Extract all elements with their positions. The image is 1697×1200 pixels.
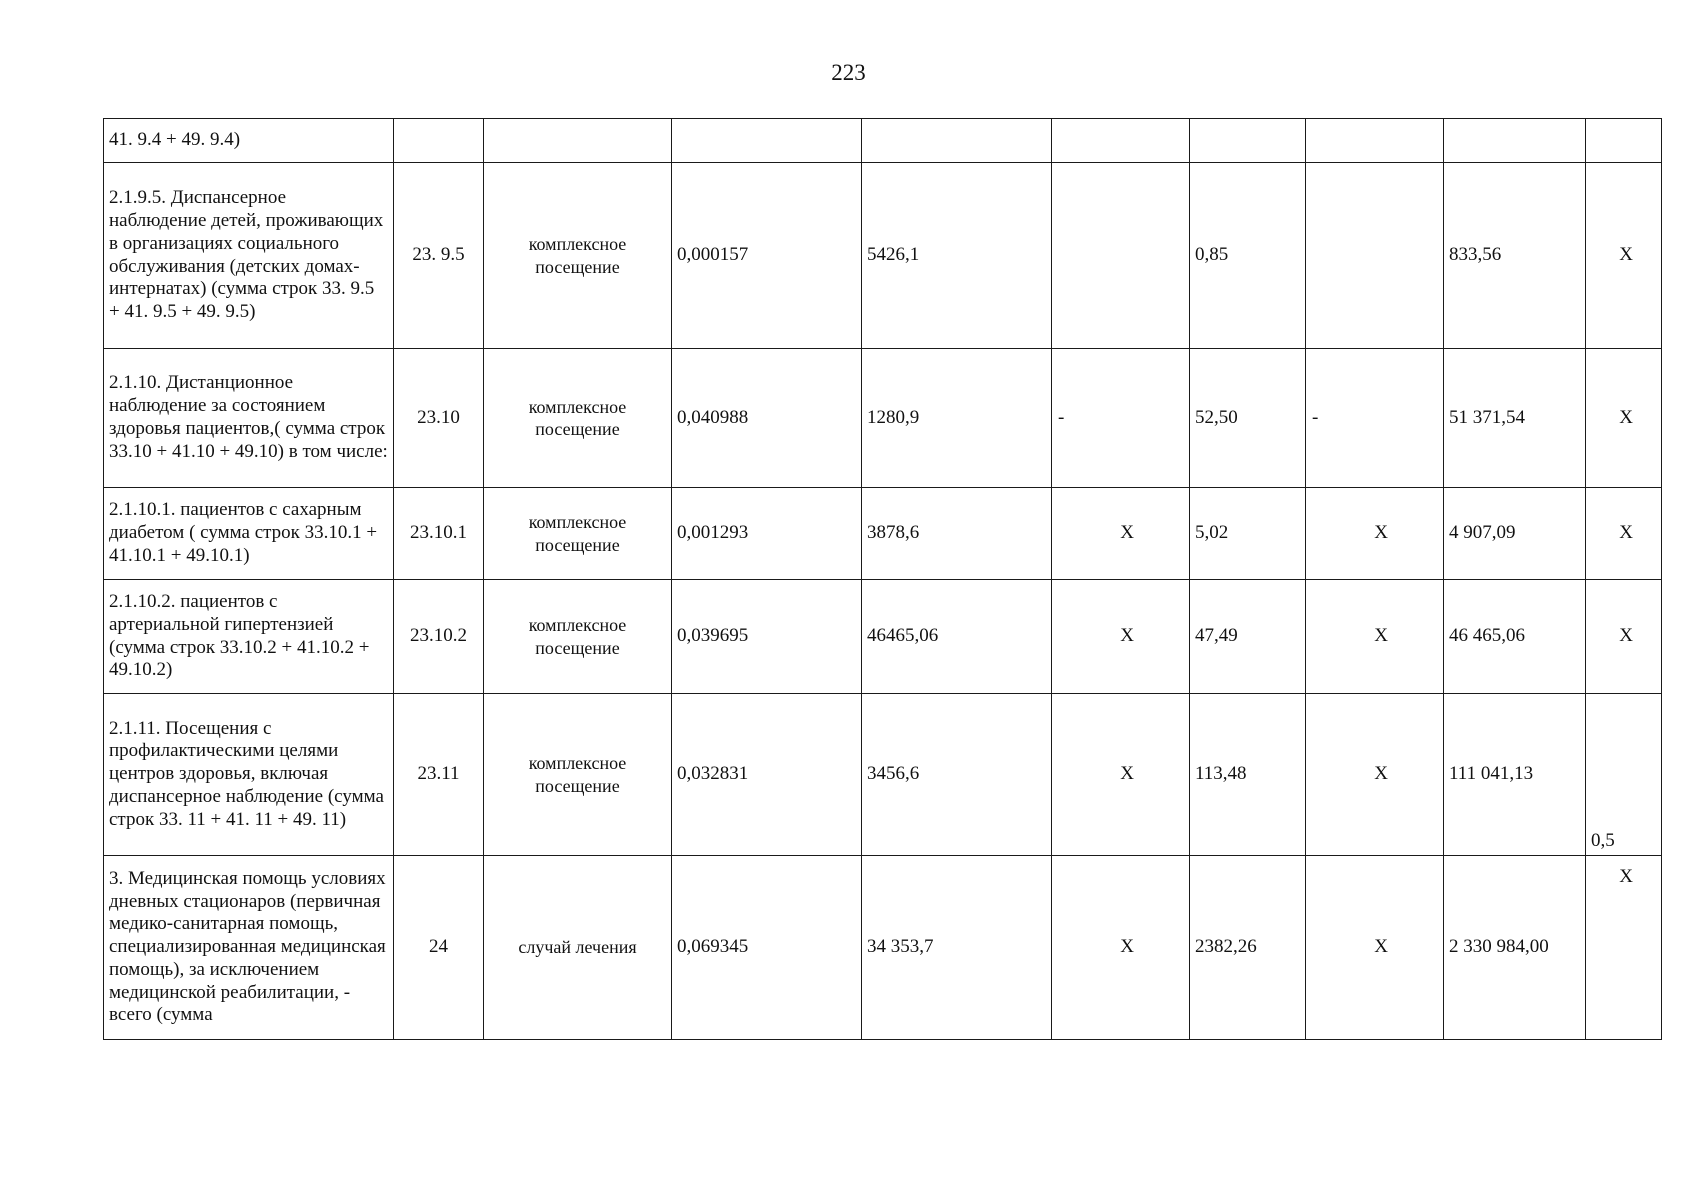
row-c1-cell: 0,040988 (672, 349, 862, 488)
row-unit-cell: комплексное посещение (484, 694, 672, 856)
row-code-cell: 23.10.1 (394, 488, 484, 580)
row-c1-cell (672, 119, 862, 163)
row-c6-cell: 2 330 984,00 (1444, 856, 1586, 1040)
row-c7-cell: Х (1586, 349, 1662, 488)
data-table (103, 118, 1662, 1040)
row-code-cell: 23.10 (394, 349, 484, 488)
row-c5-cell (1306, 163, 1444, 349)
row-unit-cell: случай лечения (484, 856, 672, 1040)
row-c4-cell: 113,48 (1190, 694, 1306, 856)
table-row (104, 694, 1662, 856)
row-unit-cell: комплексное посещение (484, 580, 672, 694)
row-code-cell: 23.10.2 (394, 580, 484, 694)
row-name-cell: 41. 9.4 + 49. 9.4) (104, 119, 394, 163)
row-c2-cell: 1280,9 (862, 349, 1052, 488)
row-name-cell: 3. Медицинская помощь условиях дневных стационаров (первичная медико-санитарная помощь, специализированная медицинская помощь), за исключением медицинской реабилитации, - всего (сумма (104, 856, 394, 1040)
row-c7-cell: Х (1586, 488, 1662, 580)
row-c3-cell: Х (1052, 694, 1190, 856)
table-row (104, 163, 1662, 349)
row-c2-cell (862, 119, 1052, 163)
row-unit-cell: комплексное посещение (484, 349, 672, 488)
row-c2-cell: 3878,6 (862, 488, 1052, 580)
table-row (104, 580, 1662, 694)
row-c6-cell: 111 041,13 (1444, 694, 1586, 856)
table-row (104, 119, 1662, 163)
row-c5-cell: Х (1306, 488, 1444, 580)
row-c5-cell: - (1306, 349, 1444, 488)
row-c5-cell: Х (1306, 856, 1444, 1040)
row-c4-cell: 52,50 (1190, 349, 1306, 488)
row-c7-cell: Х (1586, 163, 1662, 349)
row-c1-cell: 0,001293 (672, 488, 862, 580)
row-c2-cell: 46465,06 (862, 580, 1052, 694)
row-c3-cell: Х (1052, 580, 1190, 694)
row-c7-cell: Х (1586, 580, 1662, 694)
row-c5-cell: Х (1306, 694, 1444, 856)
row-unit-cell (484, 119, 672, 163)
table-row (104, 349, 1662, 488)
row-c6-cell (1444, 119, 1586, 163)
row-c7-cell (1586, 119, 1662, 163)
row-c4-cell: 5,02 (1190, 488, 1306, 580)
page-number: 223 (831, 60, 866, 85)
row-c7-cell: 0,5 (1586, 694, 1662, 856)
row-c4-cell: 2382,26 (1190, 856, 1306, 1040)
row-c3-cell: Х (1052, 488, 1190, 580)
row-c4-cell (1190, 119, 1306, 163)
row-c6-cell: 46 465,06 (1444, 580, 1586, 694)
row-c2-cell: 3456,6 (862, 694, 1052, 856)
row-c2-cell: 5426,1 (862, 163, 1052, 349)
row-c7-cell: Х (1586, 856, 1662, 1040)
row-c3-cell: Х (1052, 856, 1190, 1040)
row-unit-cell: комплексное посещение (484, 163, 672, 349)
row-c5-cell: Х (1306, 580, 1444, 694)
row-c2-cell: 34 353,7 (862, 856, 1052, 1040)
row-c4-cell: 47,49 (1190, 580, 1306, 694)
row-name-cell: 2.1.9.5. Диспансерное наблюдение детей, проживающих в организациях социального обслуживания (детских домах- интернатах) (сумма строк 33. 9.5 + 41. 9.5 + 49. 9.5) (104, 163, 394, 349)
row-name-cell: 2.1.10.1. пациентов с сахарным диабетом ( сумма строк 33.10.1 + 41.10.1 + 49.10.1) (104, 488, 394, 580)
row-code-cell: 24 (394, 856, 484, 1040)
row-code-cell: 23.11 (394, 694, 484, 856)
row-code-cell (394, 119, 484, 163)
row-unit-cell: комплексное посещение (484, 488, 672, 580)
table-row (104, 488, 1662, 580)
table-row (104, 856, 1662, 1040)
row-name-cell: 2.1.11. Посещения с профилактическими целями центров здоровья, включая диспансерное наблюдение (сумма строк 33. 11 + 41. 11 + 49. 11) (104, 694, 394, 856)
row-c4-cell: 0,85 (1190, 163, 1306, 349)
row-c1-cell: 0,032831 (672, 694, 862, 856)
row-c6-cell: 4 907,09 (1444, 488, 1586, 580)
row-c1-cell: 0,000157 (672, 163, 862, 349)
row-c3-cell (1052, 163, 1190, 349)
row-name-cell: 2.1.10.2. пациентов с артериальной гипертензией (сумма строк 33.10.2 + 41.10.2 + 49.10.2) (104, 580, 394, 694)
row-code-cell: 23. 9.5 (394, 163, 484, 349)
row-c6-cell: 833,56 (1444, 163, 1586, 349)
row-c1-cell: 0,039695 (672, 580, 862, 694)
row-c5-cell (1306, 119, 1444, 163)
row-c1-cell: 0,069345 (672, 856, 862, 1040)
row-name-cell: 2.1.10. Дистанционное наблюдение за состоянием здоровья пациентов,( сумма строк 33.10 + 41.10 + 49.10) в том числе: (104, 349, 394, 488)
row-c3-cell (1052, 119, 1190, 163)
row-c6-cell: 51 371,54 (1444, 349, 1586, 488)
row-c3-cell: - (1052, 349, 1190, 488)
